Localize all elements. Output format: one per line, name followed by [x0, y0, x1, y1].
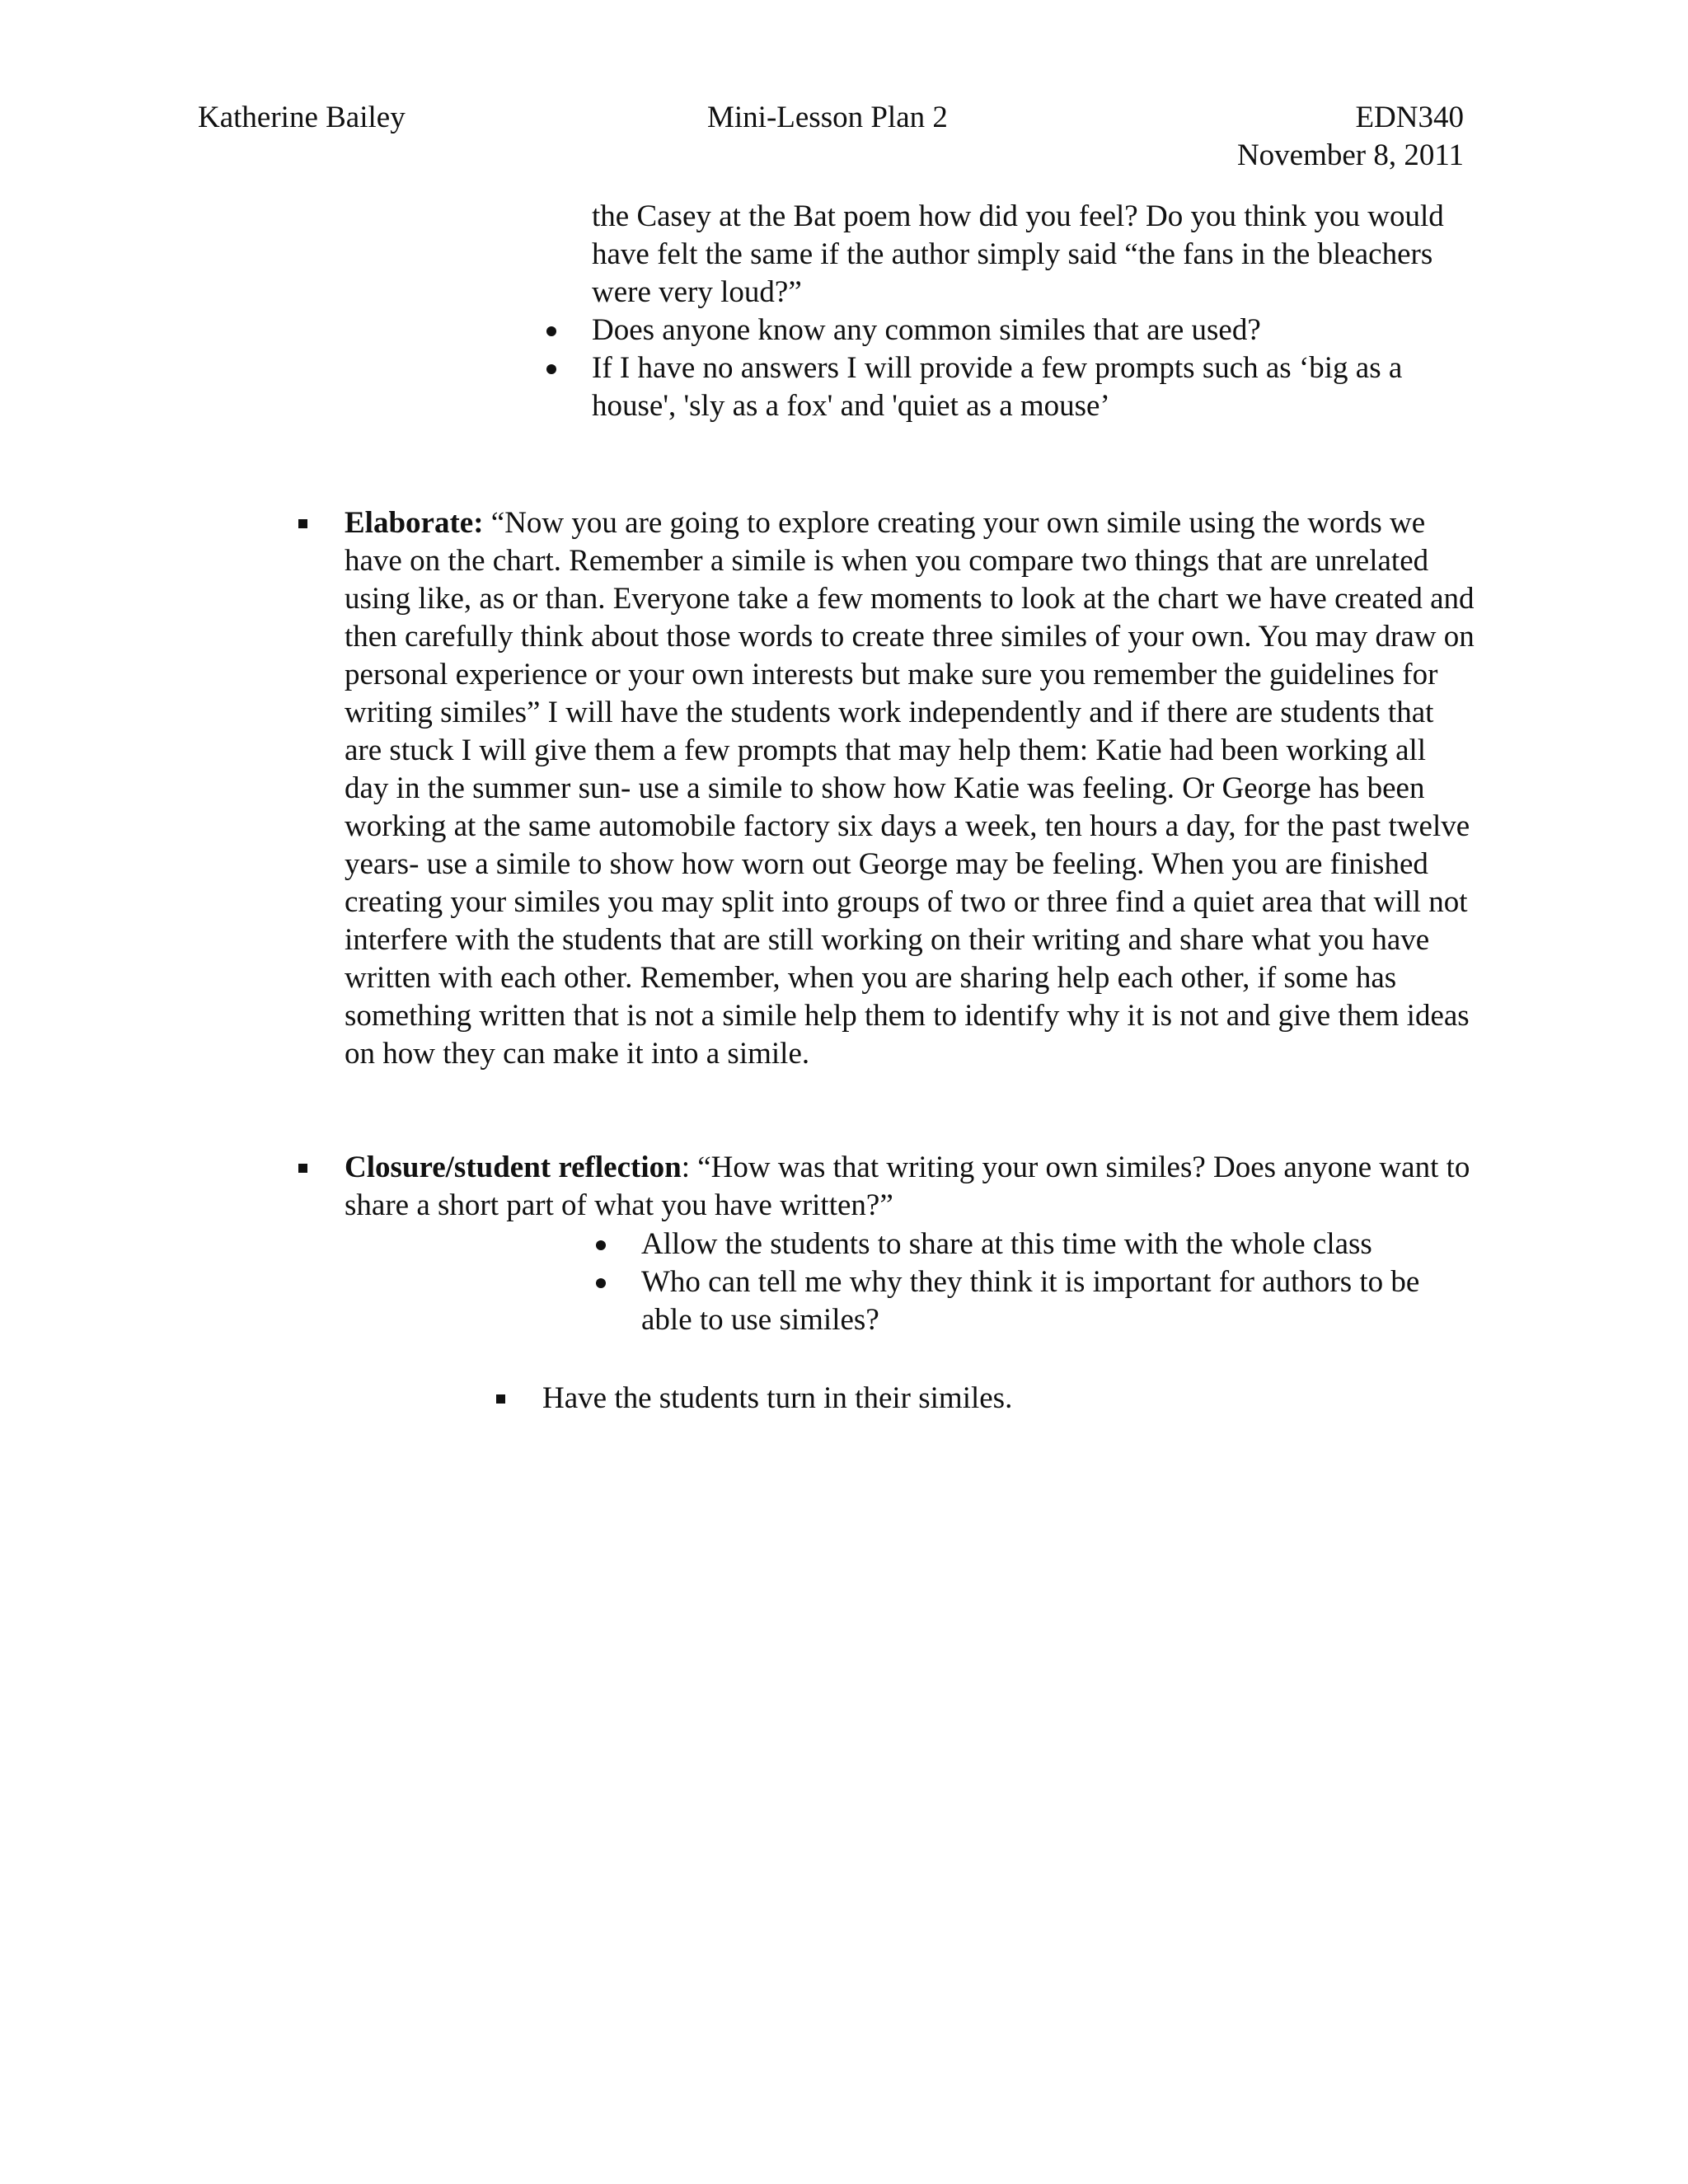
closure-bullet-list [641, 1226, 1475, 1339]
list-item [641, 1263, 1475, 1339]
list-item-text: Allow the students to share at this time with the whole class [641, 1227, 1372, 1261]
header-author: Katherine Bailey [198, 101, 406, 134]
list-item [592, 349, 1474, 425]
square-bullet-icon [496, 1394, 505, 1404]
elaborate-section [345, 504, 1475, 1073]
square-bullet-icon [298, 1164, 307, 1173]
list-item-text: If I have no answers I will provide a few prompts such as ‘big as a house', 'sly as a fox' and 'quiet as a mouse’ [592, 351, 1403, 423]
header-title: Mini-Lesson Plan 2 [707, 101, 948, 134]
bullet-dot-icon [546, 326, 556, 336]
elaborate-label: Elaborate: [345, 506, 484, 540]
closure-text: : “How was that writing your own similes? Does anyone want to share a short part of what you have written?” [345, 1151, 1470, 1222]
elaborate-text: “Now you are going to explore creating your own simile using the words we have on the chart. Remember a simile is when you compare two things that are unrelated using like, as or than. Everyone take a few moments to look at the chart we have created and then carefully think about those words to create three similes of your own. You may draw on personal experience or your own interests but make sure you remember the guidelines for writing similes” I will have the students work independently and if there are students that are stuck I will give them a few prompts that may help them: Katie had been working all day in the summer sun- use a simile to show how Katie was feeling. Or George has been working at the same automobile factory six days a week, ten hours a day, for the past twelve years- use a simile to show how worn out George may be feeling. When you are finished creating your similes you may split into groups of two or three find a quiet area that will not interfere with the students that are still working on their writing and share what you have written with each other. Remember, when you are sharing help each other, if some has something written that is not a simile help them to identify why it is not and give them ideas on how they can make it into a simile. [345, 506, 1475, 1071]
bullet-dot-icon [596, 1240, 606, 1250]
bullet-dot-icon [596, 1278, 606, 1288]
closure-label: Closure/student reflection [345, 1151, 682, 1184]
header-course: EDN340 [1355, 101, 1464, 134]
header-meta [1237, 99, 1464, 175]
list-item-text: Does anyone know any common similes that are used? [592, 313, 1261, 347]
list-item [641, 1226, 1475, 1263]
bullet-dot-icon [546, 364, 556, 374]
header-date: November 8, 2011 [1236, 138, 1464, 172]
continuation-bullet-list [592, 312, 1474, 425]
square-bullet-icon [298, 519, 307, 528]
final-instruction-text: Have the students turn in their similes. [542, 1381, 1013, 1415]
list-item-text: Who can tell me why they think it is important for authors to be able to use similes? [641, 1265, 1420, 1337]
final-instruction [542, 1380, 1012, 1418]
closure-section [345, 1149, 1475, 1225]
continued-paragraph: the Casey at the Bat poem how did you feel? Do you think you would have felt the same if the author simply said “the fans in the bleachers were very loud?” [592, 199, 1444, 309]
list-item [592, 312, 1474, 349]
